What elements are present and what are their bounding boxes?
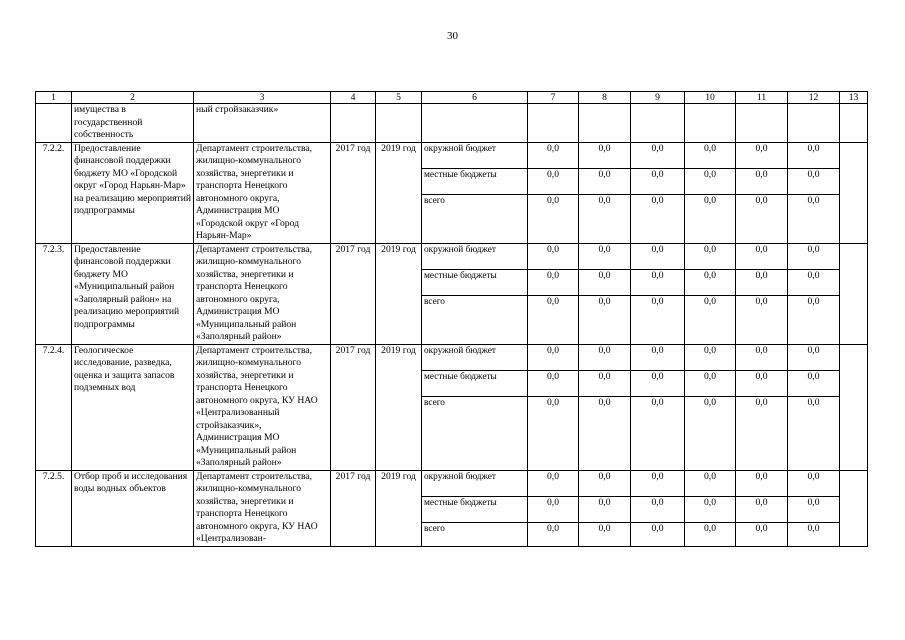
- funding-value: 0,0: [528, 269, 579, 295]
- funding-value: 0,0: [528, 370, 579, 396]
- funding-value: 0,0: [579, 522, 631, 546]
- funding-value: 0,0: [685, 142, 736, 168]
- funding-value: 0,0: [736, 295, 788, 344]
- end-year: 2019 год: [376, 142, 422, 243]
- funding-source: окружной бюджет: [422, 243, 528, 269]
- col-header: 7: [528, 92, 579, 104]
- col-header: 10: [685, 92, 736, 104]
- funding-source: всего: [422, 396, 528, 470]
- cell: [579, 104, 631, 143]
- measure-name: Геологическое исследование, разведка, оценка и защита запасов подземных вод: [72, 344, 194, 470]
- funding-value: 0,0: [736, 194, 788, 243]
- executor: Департамент строительства, жилищно-коммунального хозяйства, энергетики и транспорта Ненецкого автономного округа, КУ НАО «Централизованный стройзаказчик», Администрация МО «Муниципальный район «Заполярный район»: [194, 344, 331, 470]
- funding-value: 0,0: [788, 344, 840, 370]
- cell: [36, 104, 72, 143]
- col-header: 6: [422, 92, 528, 104]
- program-table: [35, 91, 868, 547]
- col-header: 9: [631, 92, 685, 104]
- funding-value: 0,0: [631, 370, 685, 396]
- page-number: 30: [447, 30, 458, 42]
- cell: [631, 104, 685, 143]
- funding-value: 0,0: [579, 168, 631, 194]
- funding-value: 0,0: [736, 142, 788, 168]
- funding-value: 0,0: [685, 243, 736, 269]
- funding-value: 0,0: [685, 269, 736, 295]
- cell: [840, 470, 868, 546]
- cell: [685, 104, 736, 143]
- col-header: 4: [331, 92, 376, 104]
- col-header: 12: [788, 92, 840, 104]
- funding-value: 0,0: [788, 295, 840, 344]
- funding-value: 0,0: [528, 168, 579, 194]
- funding-value: 0,0: [528, 142, 579, 168]
- header-row: [36, 92, 868, 104]
- funding-value: 0,0: [685, 168, 736, 194]
- funding-value: 0,0: [736, 470, 788, 496]
- funding-value: 0,0: [736, 496, 788, 522]
- funding-value: 0,0: [579, 194, 631, 243]
- measure-name: Предоставление финансовой поддержки бюджету МО «Муниципальный район «Заполярный район» на реализацию мероприятий подпрограммы: [72, 243, 194, 344]
- funding-value: 0,0: [528, 295, 579, 344]
- funding-value: 0,0: [528, 344, 579, 370]
- funding-value: 0,0: [788, 142, 840, 168]
- measure-name: имущества в государственной собственность: [72, 104, 194, 143]
- measure-name: Отбор проб и исследования воды водных объектов: [72, 470, 194, 546]
- funding-value: 0,0: [788, 396, 840, 470]
- funding-value: 0,0: [579, 370, 631, 396]
- funding-value: 0,0: [579, 269, 631, 295]
- cell: [840, 243, 868, 344]
- funding-value: 0,0: [631, 496, 685, 522]
- funding-value: 0,0: [631, 470, 685, 496]
- measure-code: 7.2.5.: [36, 470, 72, 546]
- funding-source: местные бюджеты: [422, 168, 528, 194]
- funding-value: 0,0: [631, 344, 685, 370]
- funding-value: 0,0: [788, 243, 840, 269]
- funding-value: 0,0: [528, 470, 579, 496]
- funding-source: местные бюджеты: [422, 496, 528, 522]
- funding-value: 0,0: [788, 496, 840, 522]
- funding-value: 0,0: [579, 243, 631, 269]
- measure-code: 7.2.2.: [36, 142, 72, 243]
- funding-value: 0,0: [736, 269, 788, 295]
- funding-source: всего: [422, 295, 528, 344]
- executor: Департамент строительства, жилищно-коммунального хозяйства, энергетики и транспорта Ненецкого автономного округа, Администрация МО «Городской округ «Город Нарьян-Мар»: [194, 142, 331, 243]
- table-row: [36, 243, 868, 269]
- cell: [331, 104, 376, 143]
- funding-value: 0,0: [528, 243, 579, 269]
- funding-value: 0,0: [685, 496, 736, 522]
- funding-value: 0,0: [631, 295, 685, 344]
- cell: [840, 142, 868, 243]
- cell: [840, 104, 868, 143]
- funding-source: местные бюджеты: [422, 269, 528, 295]
- measure-code: 7.2.3.: [36, 243, 72, 344]
- funding-value: 0,0: [788, 269, 840, 295]
- col-header: 3: [194, 92, 331, 104]
- end-year: 2019 год: [376, 344, 422, 470]
- start-year: 2017 год: [331, 243, 376, 344]
- funding-value: 0,0: [631, 142, 685, 168]
- funding-value: 0,0: [579, 496, 631, 522]
- funding-value: 0,0: [736, 344, 788, 370]
- funding-source: окружной бюджет: [422, 344, 528, 370]
- executor: ный стройзаказчик»: [194, 104, 331, 143]
- measure-name: Предоставление финансовой поддержки бюджету МО «Городской округ «Город Нарьян-Мар» на реализацию мероприятий подпрограммы: [72, 142, 194, 243]
- funding-value: 0,0: [631, 522, 685, 546]
- measure-code: 7.2.4.: [36, 344, 72, 470]
- funding-value: 0,0: [579, 344, 631, 370]
- start-year: 2017 год: [331, 142, 376, 243]
- executor: Департамент строительства, жилищно-коммунального хозяйства, энергетики и транспорта Ненецкого автономного округа, КУ НАО «Централизован-: [194, 470, 331, 546]
- funding-value: 0,0: [631, 243, 685, 269]
- cell: [528, 104, 579, 143]
- funding-value: 0,0: [579, 142, 631, 168]
- funding-source: всего: [422, 194, 528, 243]
- funding-source: местные бюджеты: [422, 370, 528, 396]
- funding-value: 0,0: [631, 168, 685, 194]
- funding-value: 0,0: [631, 269, 685, 295]
- cell: [376, 104, 422, 143]
- table-row: [36, 142, 868, 168]
- cell: [840, 344, 868, 470]
- funding-value: 0,0: [736, 370, 788, 396]
- funding-value: 0,0: [579, 396, 631, 470]
- end-year: 2019 год: [376, 470, 422, 546]
- funding-source: окружной бюджет: [422, 470, 528, 496]
- funding-value: 0,0: [788, 194, 840, 243]
- funding-value: 0,0: [788, 470, 840, 496]
- funding-value: 0,0: [788, 370, 840, 396]
- funding-value: 0,0: [685, 370, 736, 396]
- start-year: 2017 год: [331, 470, 376, 546]
- col-header: 11: [736, 92, 788, 104]
- funding-value: 0,0: [736, 522, 788, 546]
- funding-value: 0,0: [528, 396, 579, 470]
- funding-value: 0,0: [631, 396, 685, 470]
- col-header: 13: [840, 92, 868, 104]
- funding-value: 0,0: [788, 168, 840, 194]
- funding-value: 0,0: [736, 168, 788, 194]
- funding-source: окружной бюджет: [422, 142, 528, 168]
- funding-value: 0,0: [736, 243, 788, 269]
- col-header: 2: [72, 92, 194, 104]
- funding-value: 0,0: [528, 194, 579, 243]
- funding-value: 0,0: [685, 295, 736, 344]
- funding-value: 0,0: [685, 396, 736, 470]
- table-row: [36, 344, 868, 370]
- funding-value: 0,0: [736, 396, 788, 470]
- funding-value: 0,0: [788, 522, 840, 546]
- end-year: 2019 год: [376, 243, 422, 344]
- continuation-row: [36, 104, 868, 143]
- start-year: 2017 год: [331, 344, 376, 470]
- funding-value: 0,0: [579, 470, 631, 496]
- funding-value: 0,0: [685, 522, 736, 546]
- table-row: [36, 470, 868, 496]
- executor: Департамент строительства, жилищно-коммунального хозяйства, энергетики и транспорта Ненецкого автономного округа, Администрация МО «Муниципальный район «Заполярный район»: [194, 243, 331, 344]
- funding-value: 0,0: [579, 295, 631, 344]
- col-header: 8: [579, 92, 631, 104]
- funding-value: 0,0: [528, 522, 579, 546]
- funding-value: 0,0: [685, 194, 736, 243]
- cell: [788, 104, 840, 143]
- funding-source: всего: [422, 522, 528, 546]
- cell: [422, 104, 528, 143]
- funding-value: 0,0: [631, 194, 685, 243]
- col-header: 5: [376, 92, 422, 104]
- funding-value: 0,0: [528, 496, 579, 522]
- funding-value: 0,0: [685, 470, 736, 496]
- col-header: 1: [36, 92, 72, 104]
- funding-value: 0,0: [685, 344, 736, 370]
- cell: [736, 104, 788, 143]
